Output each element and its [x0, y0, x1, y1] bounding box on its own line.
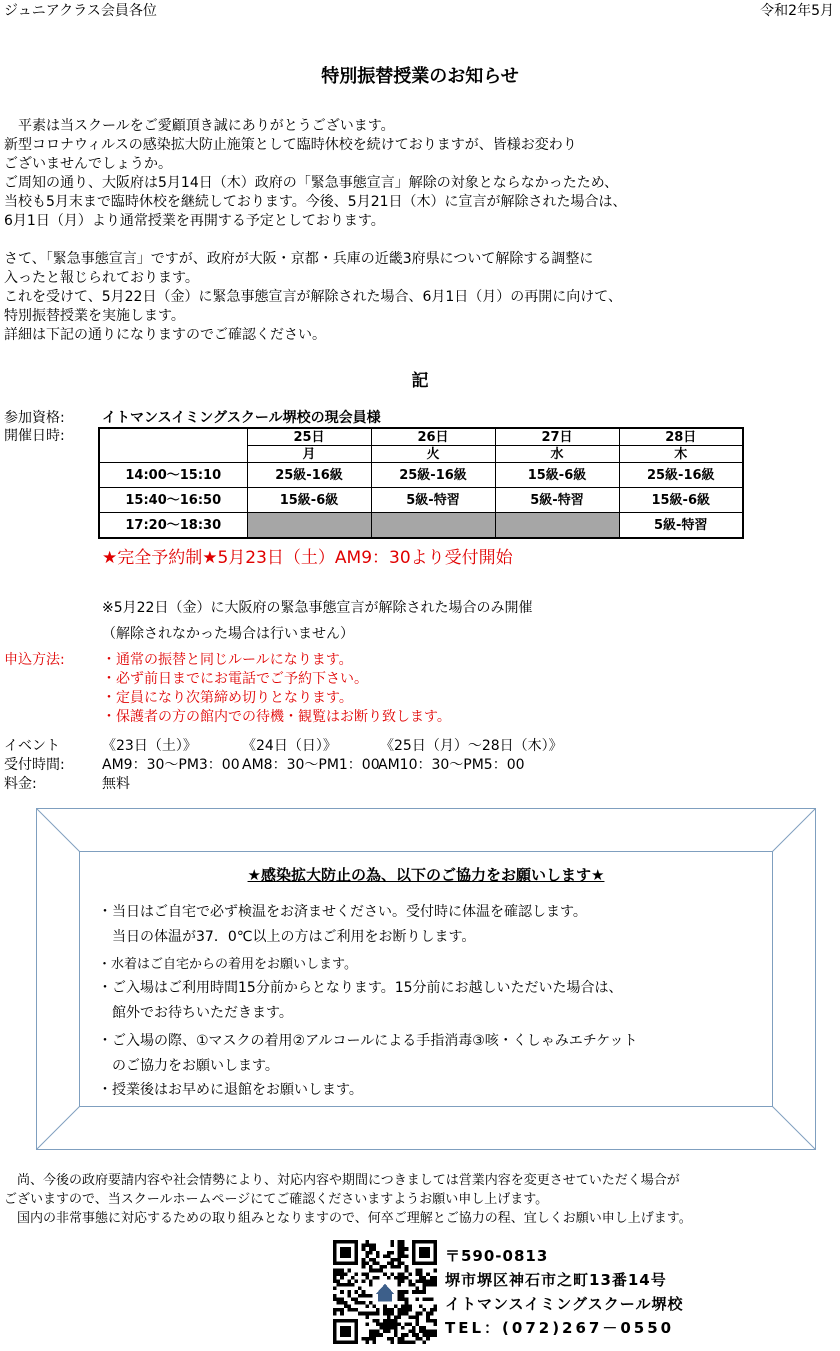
intro-line: 特別振替授業を実施します。 — [4, 308, 185, 324]
reception-label: 受付時間: — [4, 757, 65, 773]
reception-time: AM10：30～PM5：00 — [378, 757, 525, 773]
event-day: 《25日（月）～28日（木）》 — [380, 738, 563, 754]
telephone: TEL：(072)267－0550 — [445, 1319, 675, 1337]
notice-line: ・ご入場はご利用時間15分前からとなります。15分前にお越しいただいた場合は、 — [98, 980, 623, 996]
table-row — [99, 463, 743, 488]
time-cell: 17:20～18:30 — [99, 513, 247, 539]
date-header: 28日 — [619, 428, 743, 446]
class-cell: 25級-16級 — [247, 463, 371, 488]
document-date: 令和2年5月 — [760, 3, 834, 19]
eligibility-label: 参加資格: — [4, 410, 65, 426]
class-cell: 15級-6級 — [619, 488, 743, 513]
apply-item: ・定員になり次第締め切りとなります。 — [102, 690, 353, 706]
closing-line: 国内の非常事態に対応するための取り組みとなりますので、何卒ご理解とご協力の程、宜しくお願い申し上げます。 — [4, 1211, 692, 1226]
intro-line: これを受けて、5月22日（金）に緊急事態宣言が解除された場合、6月1日（月）の再開に向けて、 — [4, 289, 622, 305]
notice-line: ・当日はご自宅で必ず検温をお済ませください。受付時に体温を確認します。 — [98, 904, 587, 920]
school-name: イトマンスイミングスクール堺校 — [445, 1295, 684, 1313]
closing-line: 尚、今後の政府要請内容や社会情勢により、対応内容や期間につきましては営業内容を変更させていただく場合が — [4, 1173, 680, 1188]
class-cell-empty — [247, 513, 371, 539]
intro-line: 平素は当スクールをご愛顧頂き誠にありがとうございます。 — [4, 118, 395, 134]
date-header: 25日 — [247, 428, 371, 446]
document-title: 特別振替授業のお知らせ — [321, 66, 519, 87]
dates-label: 開催日時: — [4, 428, 65, 444]
intro-line: 新型コロナウィルスの感染拡大防止施策として臨時休校を続けておりますが、皆様お変わり — [4, 137, 577, 153]
notice-line: 当日の体温が37．0℃以上の方はご利用をお断りします。 — [98, 929, 476, 945]
event-day: 《24日（日）》 — [242, 738, 337, 754]
weekday-header: 火 — [371, 446, 495, 463]
apply-label: 申込方法: — [4, 652, 65, 668]
weekday-header: 月 — [247, 446, 371, 463]
class-cell-empty — [495, 513, 619, 539]
class-cell-empty — [371, 513, 495, 539]
intro-line: さて、「緊急事態宣言」ですが、政府が大阪・京都・兵庫の近畿3府県について解除する調整に — [4, 251, 594, 267]
notice-line: ・ご入場の際、①マスクの着用②アルコールによる手指消毒③咳・くしゃみエチケット — [98, 1033, 638, 1049]
ki-heading: 記 — [411, 371, 429, 391]
intro-line: ご周知の通り、大阪府は5月14日（木）政府の「緊急事態宣言」解除の対象とならなかったため、 — [4, 175, 619, 191]
date-header: 26日 — [371, 428, 495, 446]
fee-value: 無料 — [102, 776, 130, 792]
class-cell: 5級-特習 — [495, 488, 619, 513]
apply-item: ・必ず前日までにお電話でご予約下さい。 — [102, 671, 368, 687]
notice-line: ・授業後はお早めに退館をお願いします。 — [98, 1082, 363, 1098]
table-corner-cell — [99, 428, 247, 463]
event-label: イベント — [4, 738, 60, 754]
table-row — [99, 513, 743, 539]
intro-line: 6月1日（月）より通常授業を再開する予定としております。 — [4, 213, 385, 229]
table-row — [99, 428, 743, 446]
fee-label: 料金: — [4, 776, 37, 792]
apply-item: ・保護者の方の館内での待機・観覧はお断り致します。 — [102, 709, 451, 725]
time-cell: 15:40～16:50 — [99, 488, 247, 513]
closing-line: ございますので、当スクールホームページにてご確認くださいますようお願い申し上げます。 — [4, 1192, 549, 1207]
class-cell: 5級-特習 — [371, 488, 495, 513]
apply-item: ・通常の振替と同じルールになります。 — [102, 652, 353, 668]
eligibility-value: イトマンスイミングスクール堺校の現会員様 — [102, 410, 381, 426]
date-header: 27日 — [495, 428, 619, 446]
addressee: ジュニアクラス会員各位 — [4, 3, 157, 19]
postal-code: 〒590-0813 — [445, 1247, 549, 1265]
address: 堺市堺区神石市之町13番14号 — [445, 1271, 667, 1289]
notice-title: ★感染拡大防止の為、以下のご協力をお願いします★ — [247, 866, 605, 884]
class-cell: 25級-16級 — [371, 463, 495, 488]
intro-line: ございませんでしょうか。 — [4, 156, 172, 172]
class-cell: 15級-6級 — [247, 488, 371, 513]
qr-code-icon — [333, 1240, 437, 1344]
schedule-table — [98, 427, 744, 539]
condition-note: ※5月22日（金）に大阪府の緊急事態宣言が解除された場合のみ開催 — [102, 600, 533, 616]
intro-line: 当校も5月末まで臨時休校を継続しております。今後、5月21日（木）に宣言が解除された場合は、 — [4, 194, 627, 210]
class-cell: 15級-6級 — [495, 463, 619, 488]
reception-time: AM8：30～PM1：00 — [242, 757, 380, 773]
notice-line: 館外でお待ちいただきます。 — [98, 1005, 293, 1021]
notice-line: のご協力をお願いします。 — [98, 1058, 279, 1074]
intro-line: 入ったと報じられております。 — [4, 270, 199, 286]
reservation-notice: ★完全予約制★5月23日（土）AM9：30より受付開始 — [102, 548, 513, 568]
class-cell: 5級-特習 — [619, 513, 743, 539]
reception-time: AM9：30～PM3：00 — [102, 757, 240, 773]
event-day: 《23日（土）》 — [102, 738, 197, 754]
weekday-header: 水 — [495, 446, 619, 463]
condition-note: （解除されなかった場合は行いません） — [102, 626, 354, 642]
notice-line: ・水着はご自宅からの着用をお願いします。 — [98, 957, 357, 972]
class-cell: 25級-16級 — [619, 463, 743, 488]
table-row — [99, 488, 743, 513]
intro-line: 詳細は下記の通りになりますのでご確認ください。 — [4, 327, 326, 343]
time-cell: 14:00～15:10 — [99, 463, 247, 488]
weekday-header: 木 — [619, 446, 743, 463]
